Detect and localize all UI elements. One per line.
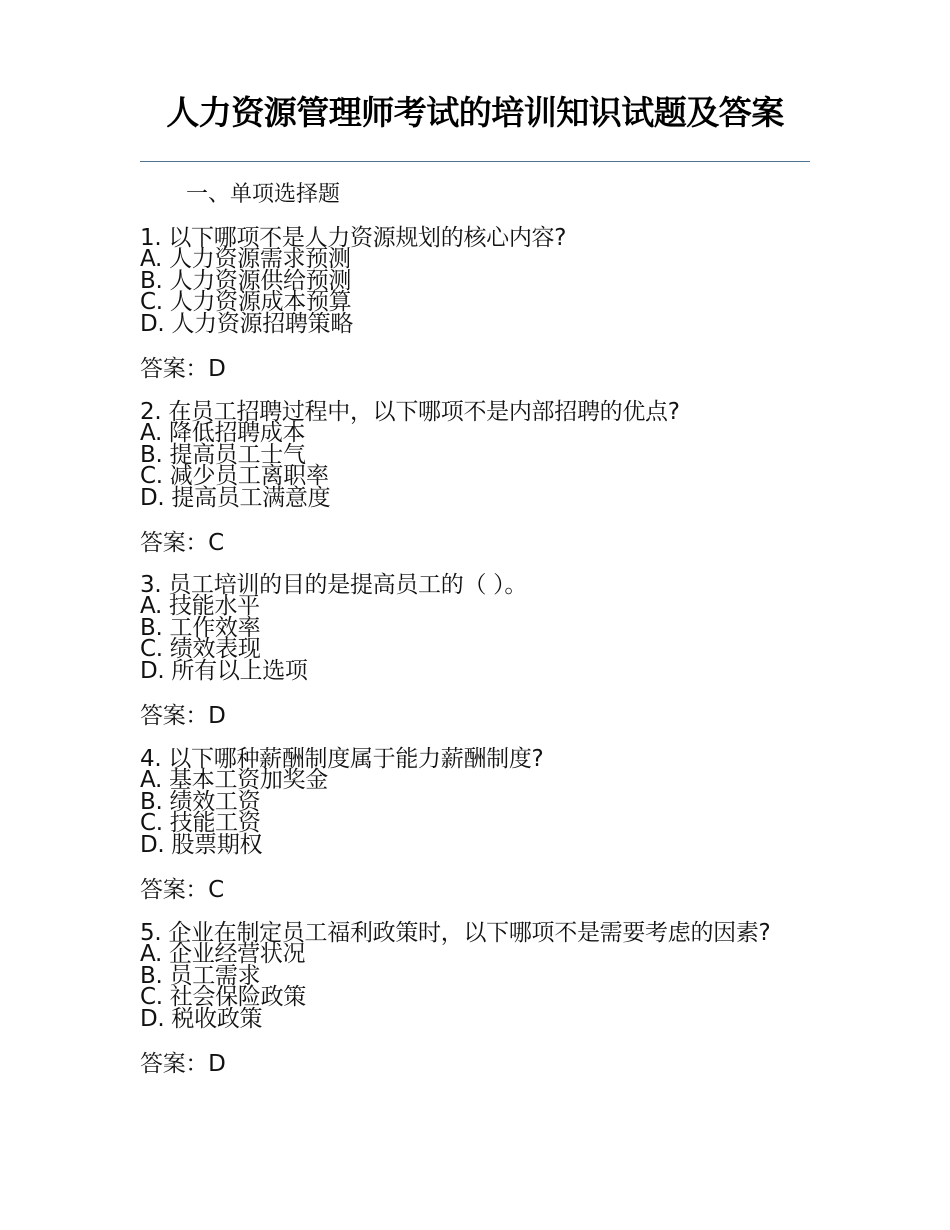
- answer: 答案：D: [140, 356, 226, 382]
- section-heading: 一、单项选择题: [186, 182, 341, 207]
- option-c: C. 绩效表现: [140, 636, 261, 662]
- option-b: B. 提高员工士气: [140, 441, 306, 468]
- answer: 答案：D: [140, 703, 226, 729]
- question-text: 4. 以下哪种薪酬制度属于能力薪酬制度?: [140, 746, 544, 772]
- answer: 答案：D: [140, 1051, 226, 1077]
- option-d: D. 人力资源招聘策略: [140, 310, 354, 337]
- option-a: A. 降低招聘成本: [140, 420, 306, 446]
- option-c: C. 社会保险政策: [140, 984, 306, 1010]
- option-d: D. 所有以上选项: [140, 657, 308, 684]
- option-c: C. 减少员工离职率: [140, 463, 329, 489]
- option-b: B. 绩效工资: [140, 788, 261, 815]
- option-b: B. 员工需求: [140, 962, 261, 989]
- document-title: 人力资源管理师考试的培训知识试题及答案: [166, 93, 784, 132]
- answer: 答案：C: [140, 877, 224, 903]
- question-5: [140, 922, 800, 1077]
- question-3: [140, 574, 800, 729]
- option-a: A. 基本工资加奖金: [140, 767, 328, 793]
- question-text: 1. 以下哪项不是人力资源规划的核心内容?: [140, 225, 567, 251]
- question-text: 3. 员工培训的目的是提高员工的（ ）。: [140, 572, 528, 598]
- option-b: B. 人力资源供给预测: [140, 267, 352, 294]
- option-c: C. 技能工资: [140, 810, 261, 836]
- option-c: C. 人力资源成本预算: [140, 289, 352, 315]
- option-b: B. 工作效率: [140, 614, 261, 641]
- option-a: A. 技能水平: [140, 593, 260, 619]
- question-4: [140, 748, 800, 903]
- question-text: 2. 在员工招聘过程中，以下哪项不是内部招聘的优点?: [140, 399, 680, 425]
- option-d: D. 提高员工满意度: [140, 484, 331, 511]
- option-a: A. 人力资源需求预测: [140, 246, 351, 272]
- option-a: A. 企业经营状况: [140, 941, 306, 967]
- question-1: [140, 227, 800, 382]
- title-underline: [140, 161, 810, 162]
- option-d: D. 股票期权: [140, 831, 263, 858]
- option-d: D. 税收政策: [140, 1005, 263, 1032]
- question-text: 5. 企业在制定员工福利政策时，以下哪项不是需要考虑的因素?: [140, 920, 771, 946]
- question-2: [140, 401, 800, 556]
- answer: 答案：C: [140, 530, 224, 556]
